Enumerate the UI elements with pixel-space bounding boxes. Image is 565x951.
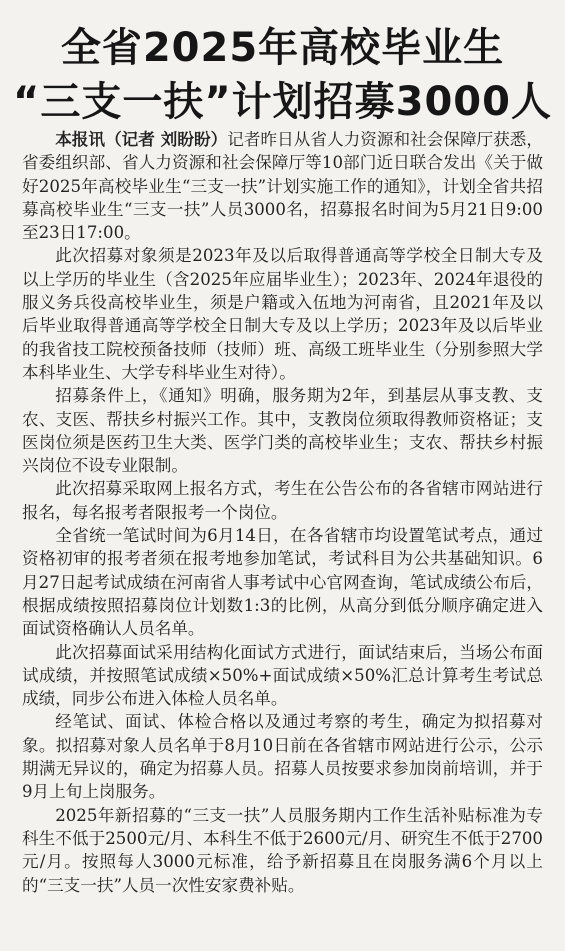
paragraph-8: 2025年新招募的“三支一扶”人员服务期内工作生活补贴标准为专科生不低于2500元/月、本科生不低于2600元/月、研究生不低于2700元/月。按照每人3000元标准，给予新招募且在岗服务满6个月以上的“三支一扶”人员一次性安家费补贴。 [22, 805, 543, 895]
paragraph-7: 经笔试、面试、体检合格以及通过考察的考生，确定为拟招募对象。拟招募对象人员名单于8月10日前在各省辖市网站进行公示，公示期满无异议的，确定为招募人员。招募人员按要求参加岗前培训，并于9月上旬上岗服务。 [22, 712, 543, 802]
lead-label: 本报讯 [55, 130, 106, 149]
paragraph-2: 此次招募对象须是2023年及以后取得普通高等学校全日制大专及以上学历的毕业生（含2025年应届毕业生）；2023年、2024年退役的服义务兵役高校毕业生，须是户籍或入伍地为河南省，且2021年及以后毕业取得普通高等学校全日制大专及以上学历；2023年及以后毕业的我省技工院校预备技师（技师）班、高级工班毕业生（分别参照大学本科毕业生、大学专科毕业生对待）。 [22, 246, 543, 382]
paragraph-5: 全省统一笔试时间为6月14日，在各省辖市均设置笔试考点，通过资格初审的报考者须在报考地参加笔试，考试科目为公共基础知识。6月27日起考试成绩在河南省人事考试中心官网查询，笔试成绩公布后，根据成绩按照招募岗位计划数1:3的比例，从高分到低分顺序确定进入面试资格确认人员名单。 [22, 526, 543, 639]
lead-byline: （记者 刘盼盼） [105, 130, 228, 149]
paragraph-1-text: 记者昨日从省人力资源和社会保障厅获悉，省委组织部、省人力资源和社会保障厅等10部门近日联合发出《关于做好2025年高校毕业生“三支一扶”计划实施工作的通知》，计划全省共招募高校毕业生“三支一扶”人员3000名，招募报名时间为5月21日9:00至23日17:00。 [22, 130, 544, 243]
headline-line-2: “三支一扶”计划招募3000人 [13, 79, 552, 125]
article-body [22, 128, 543, 897]
paragraph-1 [22, 128, 543, 244]
paragraph-3: 招募条件上，《通知》明确，服务期为2年，到基层从事支教、支农、支医、帮扶乡村振兴工作。其中，支教岗位须取得教师资格证；支医岗位须是医药卫生大类、医学门类的高校毕业生；支农、帮扶乡村振兴岗位不设专业限制。 [22, 386, 543, 476]
headline-line-1: 全省2025年高校毕业生 [60, 25, 505, 71]
paragraph-6: 此次招募面试采用结构化面试方式进行，面试结束后，当场公布面试成绩，并按照笔试成绩×50%+面试成绩×50%汇总计算考生考试总成绩，同步公布进入体检人员名单。 [22, 642, 543, 709]
paragraph-4: 此次招募采取网上报名方式，考生在公告公布的各省辖市网站进行报名，每名报考者限报考一个岗位。 [22, 479, 543, 522]
